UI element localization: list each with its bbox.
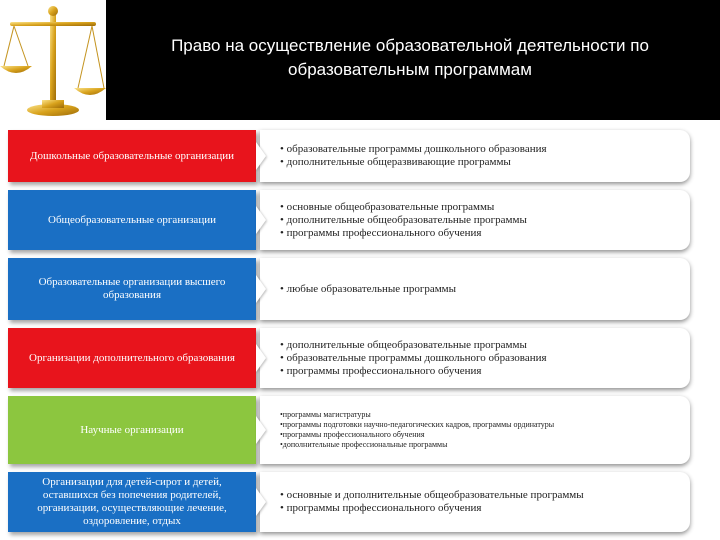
programs-box [260,328,690,388]
programs-box [260,130,690,182]
program-item: •программы профессионального обучения [280,430,425,439]
program-item: • программы профессионального обучения [280,226,482,239]
arrow-icon [256,142,266,170]
org-row [0,190,720,250]
org-type-box: Организации для детей-сирот и детей, оставшихся без попечения родителей, организации, осуществляющие лечение, оздоровление, отдых [8,472,256,532]
org-row [0,472,720,532]
program-item: • дополнительные общеобразовательные программы [280,338,527,351]
org-type-box: Научные организации [8,396,256,464]
program-item: • любые образовательные программы [280,282,457,295]
org-row [0,258,720,320]
program-item: • основные общеобразовательные программы [280,200,495,213]
org-type-box: Образовательные организации высшего образования [8,258,256,320]
program-item: • основные и дополнительные общеобразовательные программы [280,489,584,501]
arrow-icon [256,416,266,444]
org-type-box: Организации дополнительного образования [8,328,256,388]
org-row [0,130,720,182]
program-item: • дополнительные общеобразовательные программы [280,213,527,226]
program-item: •программы магистратуры [280,410,371,419]
scales-of-justice-icon [0,0,106,120]
programs-box [260,258,690,320]
program-item: • программы профессионального обучения [280,364,482,377]
programs-box [260,190,690,250]
org-type-box: Общеобразовательные организации [8,190,256,250]
arrow-icon [256,488,266,516]
arrow-icon [256,344,266,372]
program-item: • дополнительные общеразвивающие программы [280,156,511,168]
header [0,0,720,120]
arrow-icon [256,275,266,303]
arrow-icon [256,206,266,234]
program-item: •дополнительные профессиональные программы [280,440,448,449]
org-row [0,396,720,464]
page-title: Право на осуществление образовательной деятельности по образовательным программам [171,36,649,79]
org-row [0,328,720,388]
programs-box [260,396,690,464]
program-item: • образовательные программы дошкольного образования [280,143,547,155]
program-item: •программы подготовки научно-педагогических кадров, программы ординатуры [280,420,555,429]
org-type-box: Дошкольные образовательные организации [8,130,256,182]
programs-box [260,472,690,532]
program-item: • программы профессионального обучения [280,502,482,514]
program-item: • образовательные программы дошкольного образования [280,351,547,364]
